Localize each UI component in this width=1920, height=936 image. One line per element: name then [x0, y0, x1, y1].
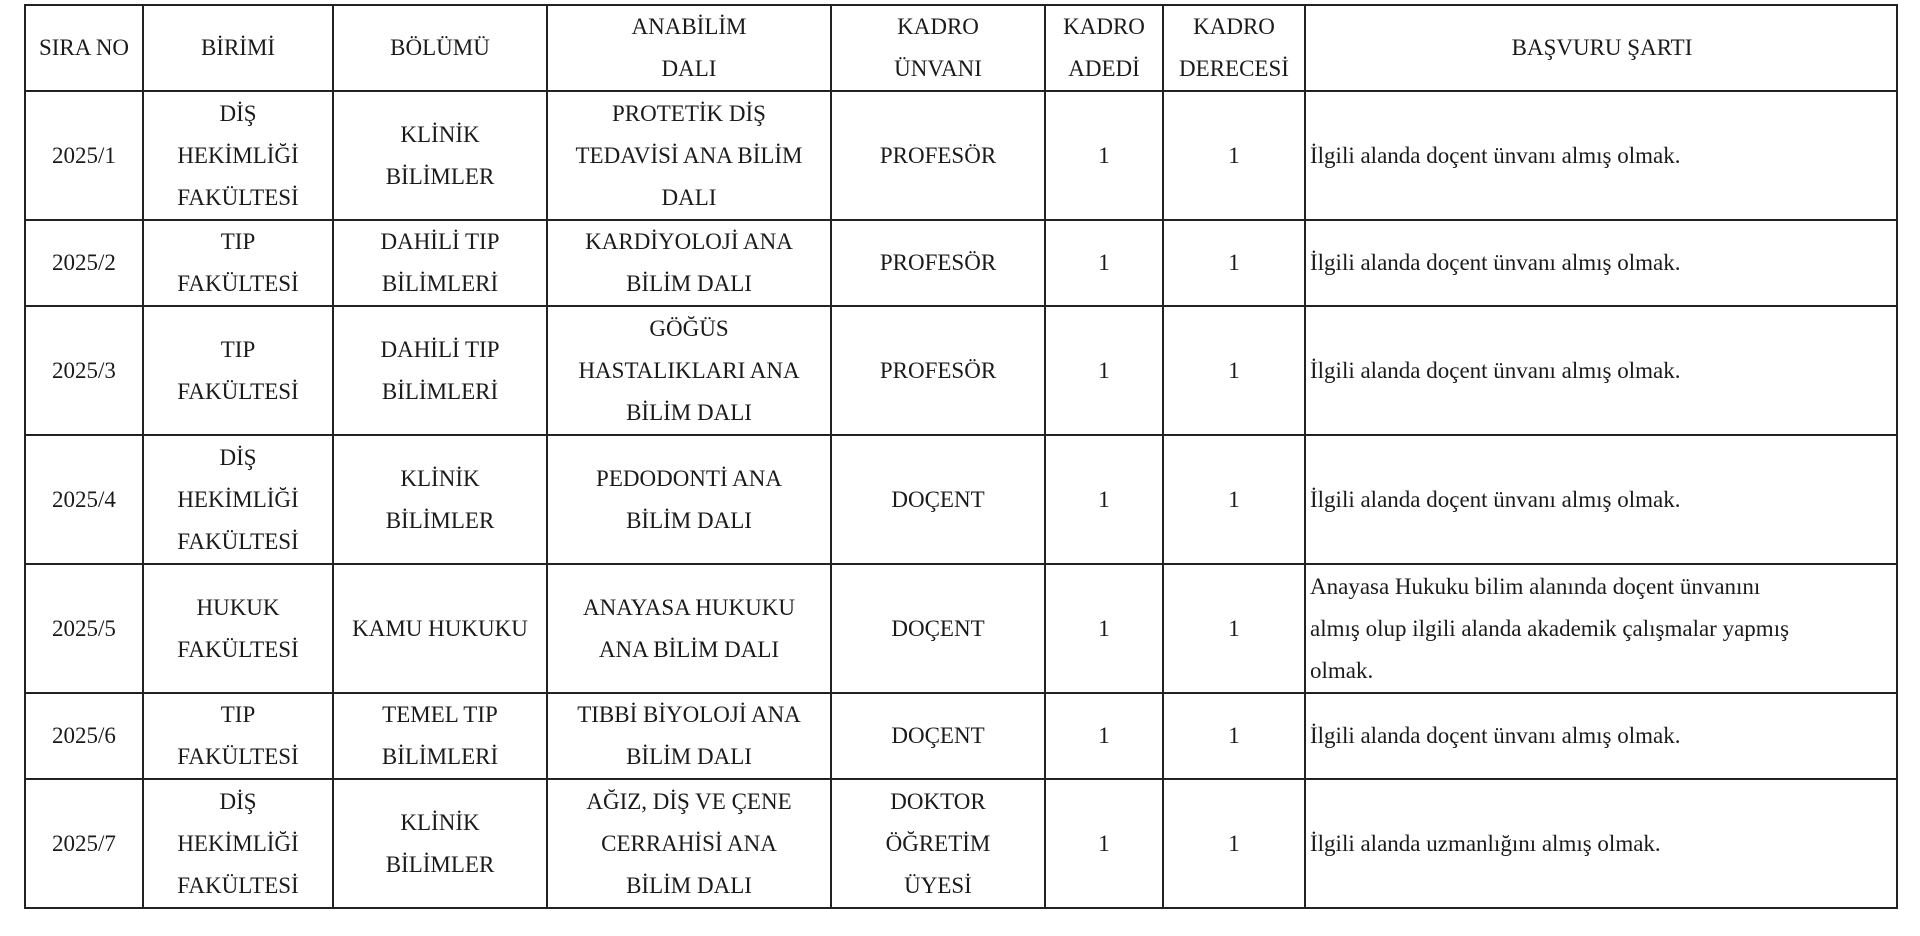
cell-bolumu: KLİNİK BİLİMLER	[333, 779, 547, 908]
table-row	[25, 91, 1897, 220]
cell-anabilim-dali: PEDODONTİ ANA BİLİM DALI	[547, 435, 831, 564]
cell-birimi: TIP FAKÜLTESİ	[143, 693, 333, 779]
cell-kadro-derecesi: 1	[1163, 693, 1305, 779]
cell-basvuru-sarti: İlgili alanda doçent ünvanı almış olmak.	[1305, 220, 1897, 306]
cell-basvuru-sarti: İlgili alanda doçent ünvanı almış olmak.	[1305, 435, 1897, 564]
cell-birimi: DİŞ HEKİMLİĞİ FAKÜLTESİ	[143, 91, 333, 220]
cell-sira-no: 2025/2	[25, 220, 143, 306]
cell-birimi: TIP FAKÜLTESİ	[143, 306, 333, 435]
cell-kadro-derecesi: 1	[1163, 91, 1305, 220]
cell-birimi: DİŞ HEKİMLİĞİ FAKÜLTESİ	[143, 435, 333, 564]
kadro-table	[24, 4, 1898, 909]
cell-birimi: DİŞ HEKİMLİĞİ FAKÜLTESİ	[143, 779, 333, 908]
table-row	[25, 435, 1897, 564]
cell-bolumu: DAHİLİ TIP BİLİMLERİ	[333, 220, 547, 306]
cell-kadro-unvani: PROFESÖR	[831, 91, 1045, 220]
cell-sira-no: 2025/4	[25, 435, 143, 564]
cell-bolumu: KLİNİK BİLİMLER	[333, 91, 547, 220]
header-sira-no: SIRA NO	[25, 5, 143, 91]
cell-bolumu: TEMEL TIP BİLİMLERİ	[333, 693, 547, 779]
cell-basvuru-sarti: İlgili alanda doçent ünvanı almış olmak.	[1305, 306, 1897, 435]
cell-birimi: TIP FAKÜLTESİ	[143, 220, 333, 306]
header-row	[25, 5, 1897, 91]
cell-kadro-unvani: PROFESÖR	[831, 306, 1045, 435]
cell-kadro-derecesi: 1	[1163, 779, 1305, 908]
cell-birimi: HUKUK FAKÜLTESİ	[143, 564, 333, 693]
cell-sira-no: 2025/5	[25, 564, 143, 693]
cell-bolumu: DAHİLİ TIP BİLİMLERİ	[333, 306, 547, 435]
cell-anabilim-dali: PROTETİK DİŞ TEDAVİSİ ANA BİLİM DALI	[547, 91, 831, 220]
header-birimi: BİRİMİ	[143, 5, 333, 91]
cell-kadro-adedi: 1	[1045, 220, 1163, 306]
header-anabilim-dali: ANABİLİM DALI	[547, 5, 831, 91]
table-row	[25, 779, 1897, 908]
header-bolumu: BÖLÜMÜ	[333, 5, 547, 91]
cell-kadro-adedi: 1	[1045, 306, 1163, 435]
cell-anabilim-dali: TIBBİ BİYOLOJİ ANA BİLİM DALI	[547, 693, 831, 779]
cell-kadro-adedi: 1	[1045, 779, 1163, 908]
cell-anabilim-dali: AĞIZ, DİŞ VE ÇENE CERRAHİSİ ANA BİLİM DALI	[547, 779, 831, 908]
header-kadro-unvani: KADRO ÜNVANI	[831, 5, 1045, 91]
cell-anabilim-dali: GÖĞÜS HASTALIKLARI ANA BİLİM DALI	[547, 306, 831, 435]
cell-anabilim-dali: ANAYASA HUKUKU ANA BİLİM DALI	[547, 564, 831, 693]
cell-sira-no: 2025/6	[25, 693, 143, 779]
header-kadro-derecesi: KADRO DERECESİ	[1163, 5, 1305, 91]
cell-sira-no: 2025/1	[25, 91, 143, 220]
table-row	[25, 220, 1897, 306]
cell-kadro-adedi: 1	[1045, 91, 1163, 220]
header-basvuru-sarti: BAŞVURU ŞARTI	[1305, 5, 1897, 91]
cell-basvuru-sarti: İlgili alanda uzmanlığını almış olmak.	[1305, 779, 1897, 908]
table-row	[25, 564, 1897, 693]
cell-basvuru-sarti: Anayasa Hukuku bilim alanında doçent ünvanını almış olup ilgili alanda akademik çalışmalar yapmış olmak.	[1305, 564, 1897, 693]
cell-kadro-derecesi: 1	[1163, 564, 1305, 693]
cell-basvuru-sarti: İlgili alanda doçent ünvanı almış olmak.	[1305, 91, 1897, 220]
cell-kadro-derecesi: 1	[1163, 220, 1305, 306]
cell-kadro-unvani: DOKTOR ÖĞRETİM ÜYESİ	[831, 779, 1045, 908]
table-row	[25, 306, 1897, 435]
cell-kadro-unvani: DOÇENT	[831, 435, 1045, 564]
cell-kadro-adedi: 1	[1045, 564, 1163, 693]
cell-kadro-unvani: DOÇENT	[831, 564, 1045, 693]
cell-kadro-derecesi: 1	[1163, 306, 1305, 435]
header-kadro-adedi: KADRO ADEDİ	[1045, 5, 1163, 91]
table-row	[25, 693, 1897, 779]
cell-kadro-adedi: 1	[1045, 435, 1163, 564]
cell-sira-no: 2025/3	[25, 306, 143, 435]
cell-kadro-unvani: PROFESÖR	[831, 220, 1045, 306]
cell-kadro-derecesi: 1	[1163, 435, 1305, 564]
cell-anabilim-dali: KARDİYOLOJİ ANA BİLİM DALI	[547, 220, 831, 306]
cell-kadro-unvani: DOÇENT	[831, 693, 1045, 779]
cell-bolumu: KLİNİK BİLİMLER	[333, 435, 547, 564]
cell-kadro-adedi: 1	[1045, 693, 1163, 779]
cell-bolumu: KAMU HUKUKU	[333, 564, 547, 693]
cell-basvuru-sarti: İlgili alanda doçent ünvanı almış olmak.	[1305, 693, 1897, 779]
cell-sira-no: 2025/7	[25, 779, 143, 908]
